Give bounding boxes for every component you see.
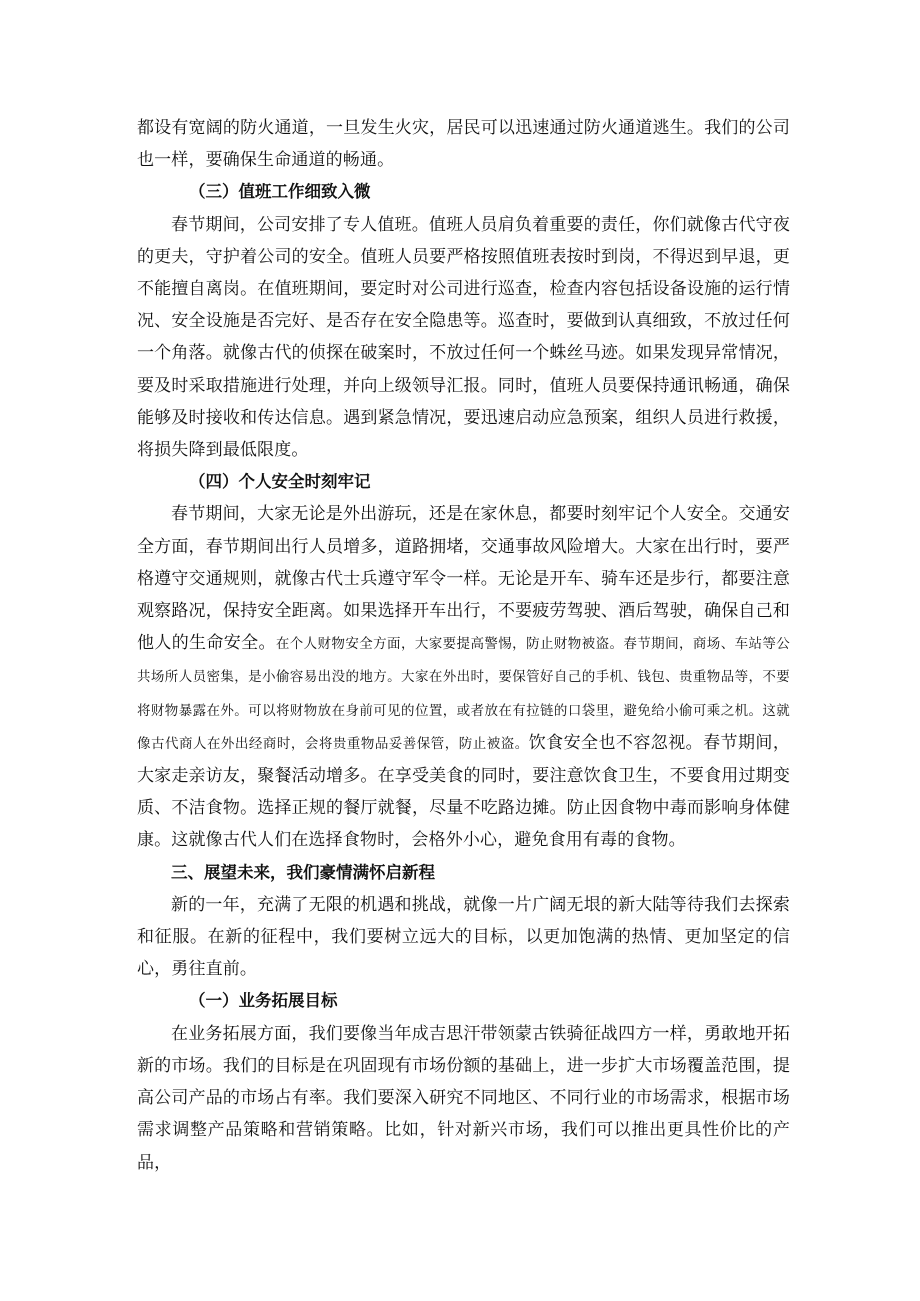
heading-business-goals: （一）业务拓展目标	[189, 991, 338, 1011]
heading-personal-safety: （四）个人安全时刻牢记	[189, 472, 371, 492]
text-property-safety: 在个人财物安全方面，大家要提高警惕，防止财物被盗。春节期间，商场、车站等公共场所人员密集，是小偷容易出没的地方。大家在外出时，要保管好自己的手机、钱包、贵重物品等，不要将财物暴露在外。可以将财物放在身前可见的位置，或者放在有拉链的口袋里，避免给小偷可乘之机。这就像古代商人在外出经商时，会将贵重物品妥善保管，防止被盗。	[137, 636, 791, 752]
heading-outlook-future: 三、展望未来，我们豪情满怀启新程	[171, 862, 435, 882]
paragraph-personal-safety	[137, 498, 790, 856]
paragraph-outlook-future: 新的一年，充满了无限的机遇和挑战，就像一片广阔无垠的新大陆等待我们去探索和征服。在新的征程中，我们要树立远大的目标，以更加饱满的热情、更加坚定的信心，勇往直前。	[137, 894, 790, 980]
heading-duty-work: （三）值班工作细致入微	[189, 182, 371, 202]
document-body	[137, 112, 790, 1179]
paragraph-duty-work: 春节期间，公司安排了专人值班。值班人员肩负着重要的责任，你们就像古代守夜的更夫，守护着公司的安全。值班人员要严格按照值班表按时到岗，不得迟到早退，更不能擅自离岗。在值班期间，要定时对公司进行巡查，检查内容包括设备设施的运行情况、安全设施是否完好、是否存在安全隐患等。巡查时，要做到认真细致，不放过任何一个角落。就像古代的侦探在破案时，不放过任何一个蛛丝马迹。如果发现异常情况，要及时采取措施进行处理，并向上级领导汇报。同时，值班人员要保持通讯畅通，确保能够及时接收和传达信息。遇到紧急情况，要迅速启动应急预案，组织人员进行救援，将损失降到最低限度。	[137, 214, 790, 461]
text-food-safety: 饮食安全也不容忽视。春节期间，大家走亲访友，聚餐活动增多。在享受美食的同时，要注意饮食卫生，不要食用过期变质、不洁食物。选择正规的餐厅就餐，尽量不吃路边摊。防止因食物中毒而影响身体健康。这就像古代人们在选择食物时，会格外小心，避免食用有毒的食物。	[137, 732, 790, 851]
text-traffic-safety: 春节期间，大家无论是外出游玩，还是在家休息，都要时刻牢记个人安全。交通安全方面，春节期间出行人员增多，道路拥堵，交通事故风险增大。大家在出行时，要严格遵守交通规则，就像古代士兵遵守军令一样。无论是开车、骑车还是步行，都要注意观察路况，保持安全距离。如果选择开车出行，不要疲劳驾驶、酒后驾驶，确保自己和他人的生命安全。	[137, 504, 790, 654]
paragraph-business-goals: 在业务拓展方面，我们要像当年成吉思汗带领蒙古铁骑征战四方一样，勇敢地开拓新的市场。我们的目标是在巩固现有市场份额的基础上，进一步扩大市场覆盖范围，提高公司产品的市场占有率。我们要深入研究不同地区、不同行业的市场需求，根据市场需求调整产品策略和营销策略。比如，针对新兴市场，我们可以推出更具性价比的产品，	[137, 1023, 790, 1173]
paragraph-fire-passage: 都设有宽阔的防火通道，一旦发生火灾，居民可以迅速通过防火通道逃生。我们的公司也一样，要确保生命通道的畅通。	[137, 118, 790, 171]
